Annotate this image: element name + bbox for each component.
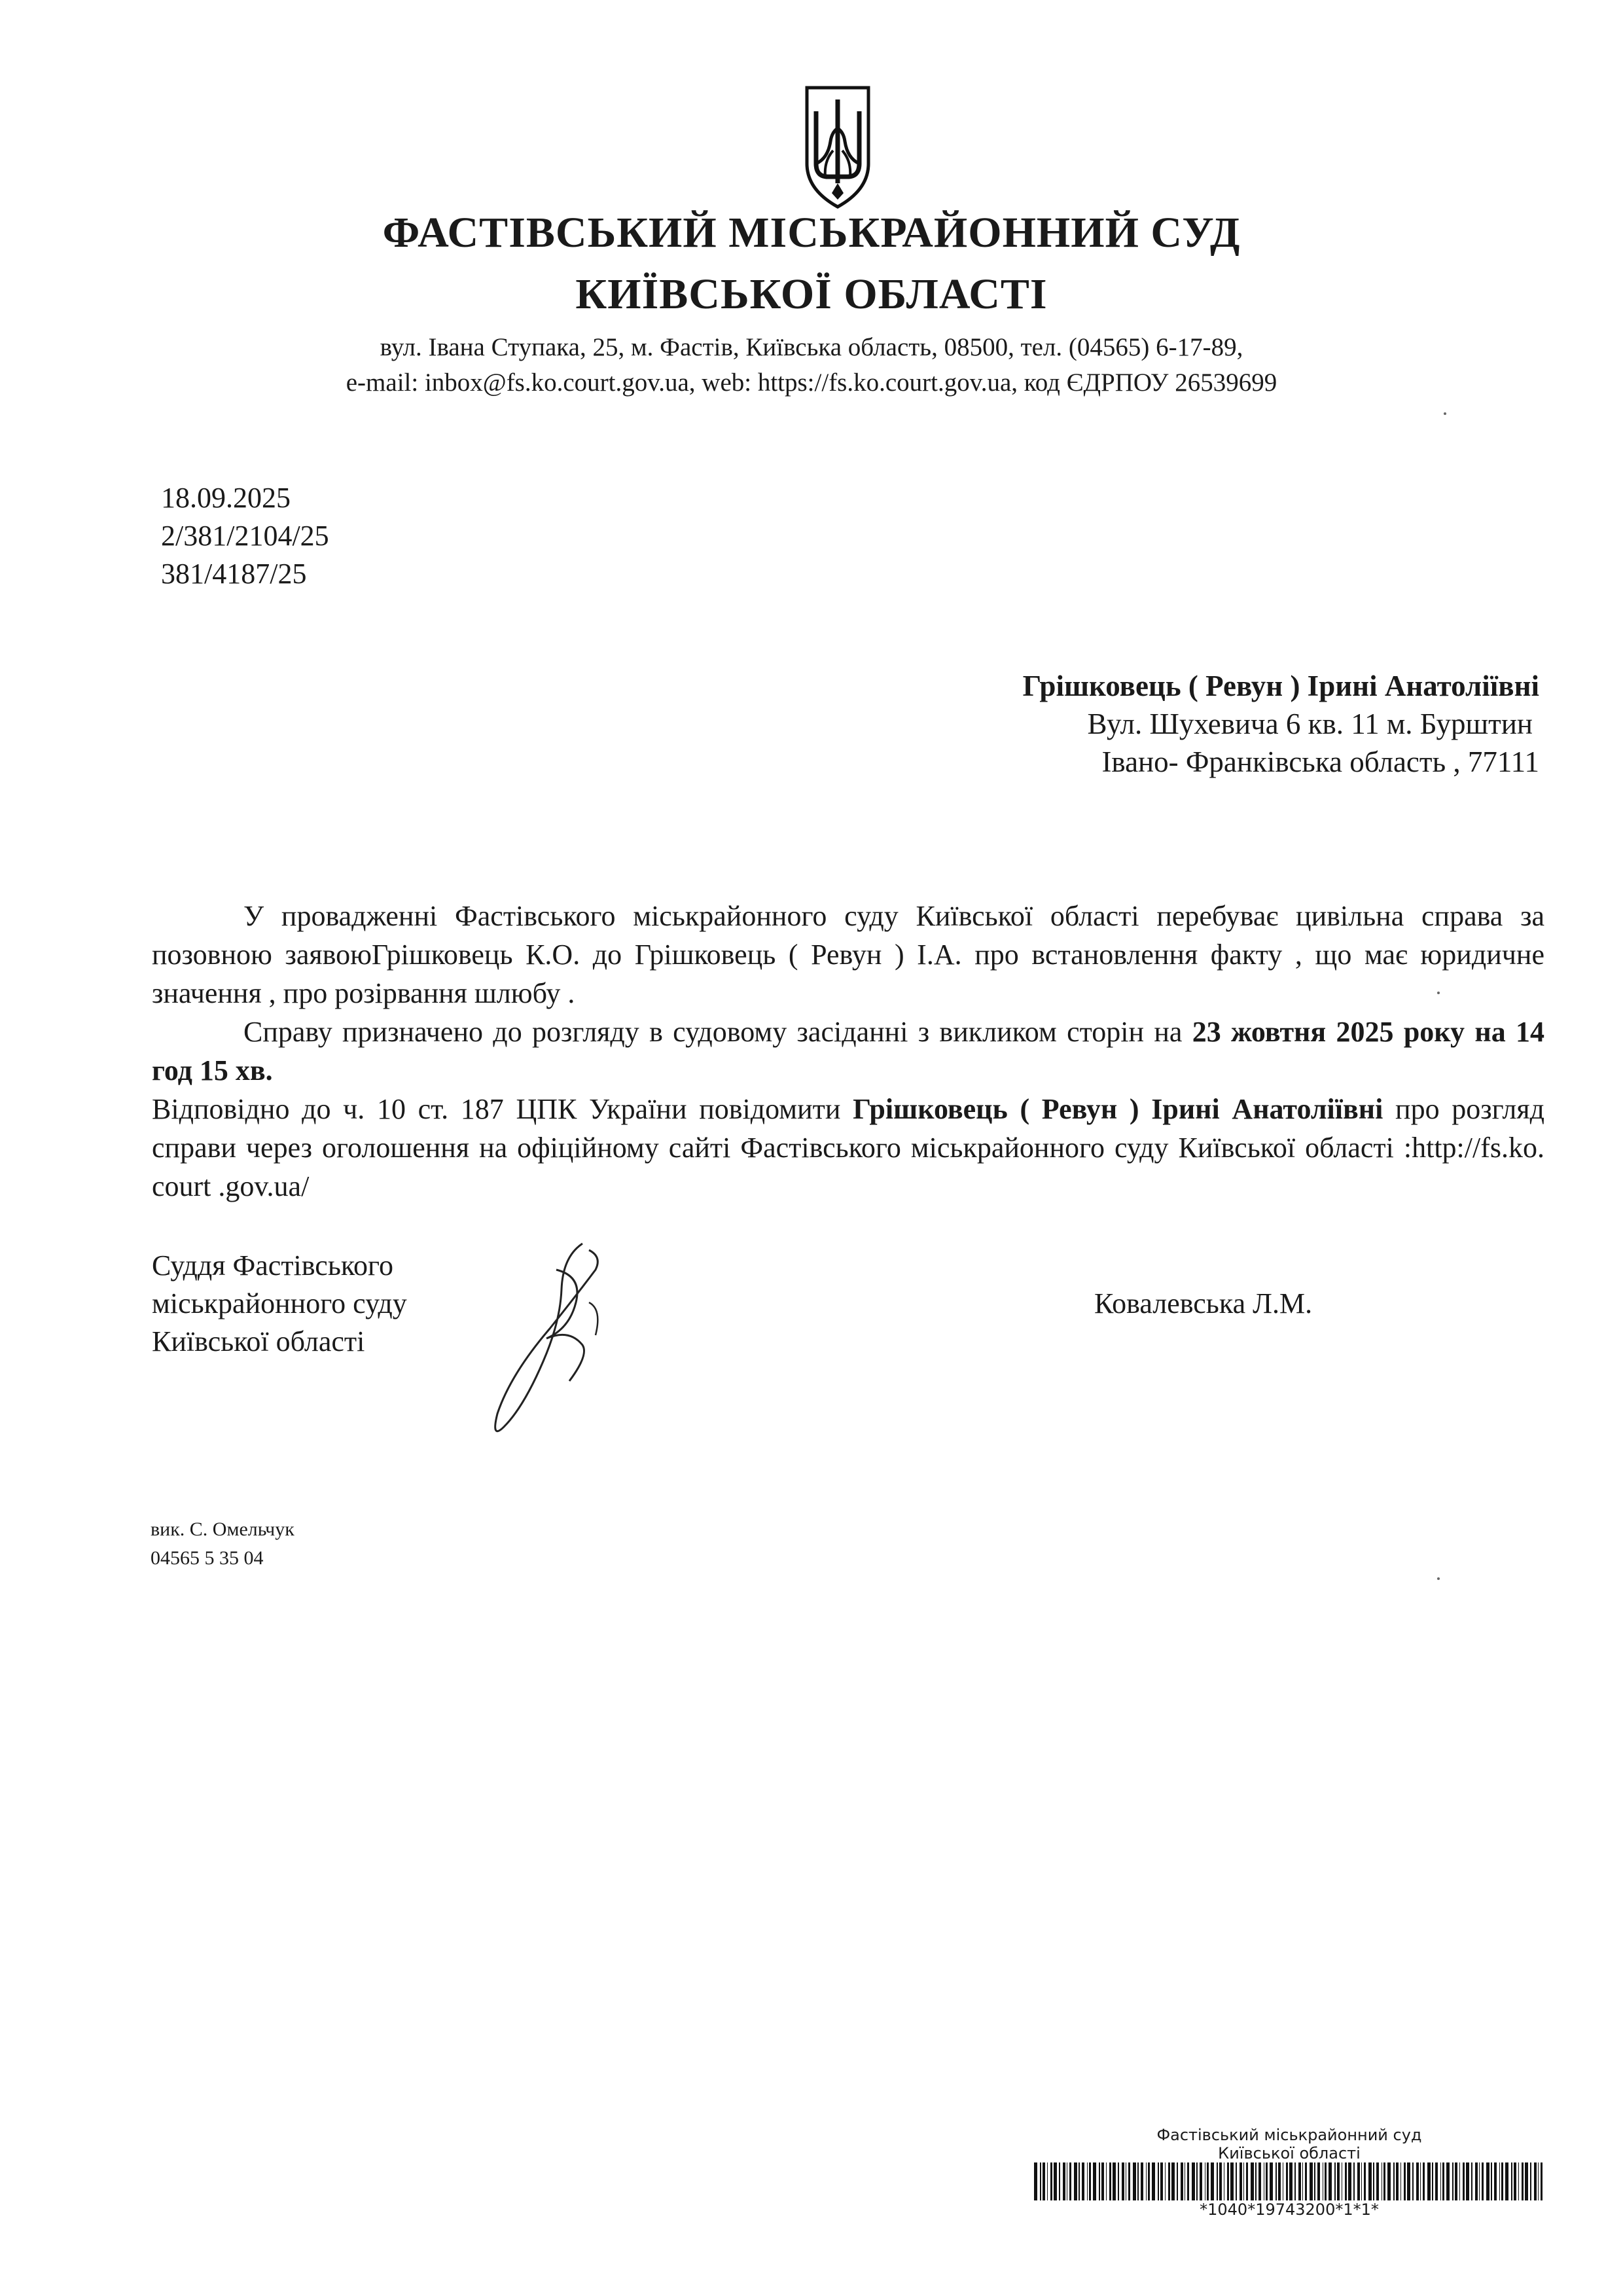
case-number: 381/4187/25 <box>161 558 307 590</box>
executor-phone: 04565 5 35 04 <box>151 1547 264 1569</box>
notice-name: Грішковець ( Ревун ) Ірині Анатоліївні <box>853 1093 1383 1125</box>
executor-name: вик. С. Омельчук <box>151 1518 294 1540</box>
recipient-address-line2: Івано- Франківська область , 77111 <box>1101 745 1539 778</box>
scan-speck <box>1444 412 1446 415</box>
stamp-court: Фастівський міськрайонний суд <box>1156 2126 1422 2144</box>
court-address: вул. Івана Ступака, 25, м. Фастів, Київська область, 08500, тел. (04565) 6-17-89, <box>380 333 1243 361</box>
court-region: КИЇВСЬКОЇ ОБЛАСТІ <box>575 270 1048 318</box>
trident-emblem-icon <box>802 85 874 209</box>
registration-stamp <box>1034 2126 1544 2219</box>
court-name: ФАСТІВСЬКИЙ МІСЬКРАЙОННИЙ СУД <box>382 209 1241 257</box>
judge-title-line3: Київської області <box>152 1325 365 1357</box>
court-contacts: e-mail: inbox@fs.ko.court.gov.ua, web: https://fs.ko.court.gov.ua, код ЄДРПОУ 26539699 <box>346 368 1277 397</box>
notice-prefix: Відповідно до ч. 10 ст. 187 ЦПК України повідомити <box>152 1093 853 1125</box>
letter-body <box>152 897 1544 1206</box>
stamp-region: Київської області <box>1218 2144 1361 2162</box>
recipient-name: Грішковець ( Ревун ) Ірині Анатоліївні <box>1022 670 1539 702</box>
barcode-number: *1040*19743200*1*1* <box>1200 2200 1379 2219</box>
scan-speck <box>1437 992 1440 994</box>
judge-name: Ковалевська Л.М. <box>1094 1287 1313 1319</box>
judge-title-line2: міськрайонного суду <box>152 1287 407 1319</box>
scan-speck <box>1437 1577 1440 1580</box>
outgoing-number: 2/381/2104/25 <box>161 520 329 552</box>
paragraph-proceedings: У провадженні Фастівського міськрайонного суду Київської області перебуває цивільна справа за позовною заявоюГрішковець К.О. до Грішковець ( Ревун ) І.А. про встановлення факту , що має юридичне значення , про розірвання шлюбу . <box>152 900 1544 1009</box>
barcode <box>1034 2162 1544 2200</box>
notice-suffix: про розгляд справи через оголошення на офіційному сайті Фастівського міськрайонного суду Київської області :http://fs.ko. court .gov.ua/ <box>152 1093 1545 1202</box>
judge-title-line1: Суддя Фастівського <box>152 1249 393 1282</box>
paragraph-notice <box>152 1090 1544 1206</box>
hearing-datetime: 23 жовтня 2025 року на 14 год 15 хв. <box>152 1016 1545 1086</box>
document-date: 18.09.2025 <box>161 482 291 514</box>
hearing-text: Справу призначено до розгляду в судовому засіданні з викликом сторін на <box>243 1016 1192 1048</box>
paragraph-hearing <box>152 1013 1544 1090</box>
recipient-address-line1: Вул. Шухевича 6 кв. 11 м. Бурштин <box>1087 708 1533 740</box>
handwritten-signature <box>484 1230 641 1453</box>
